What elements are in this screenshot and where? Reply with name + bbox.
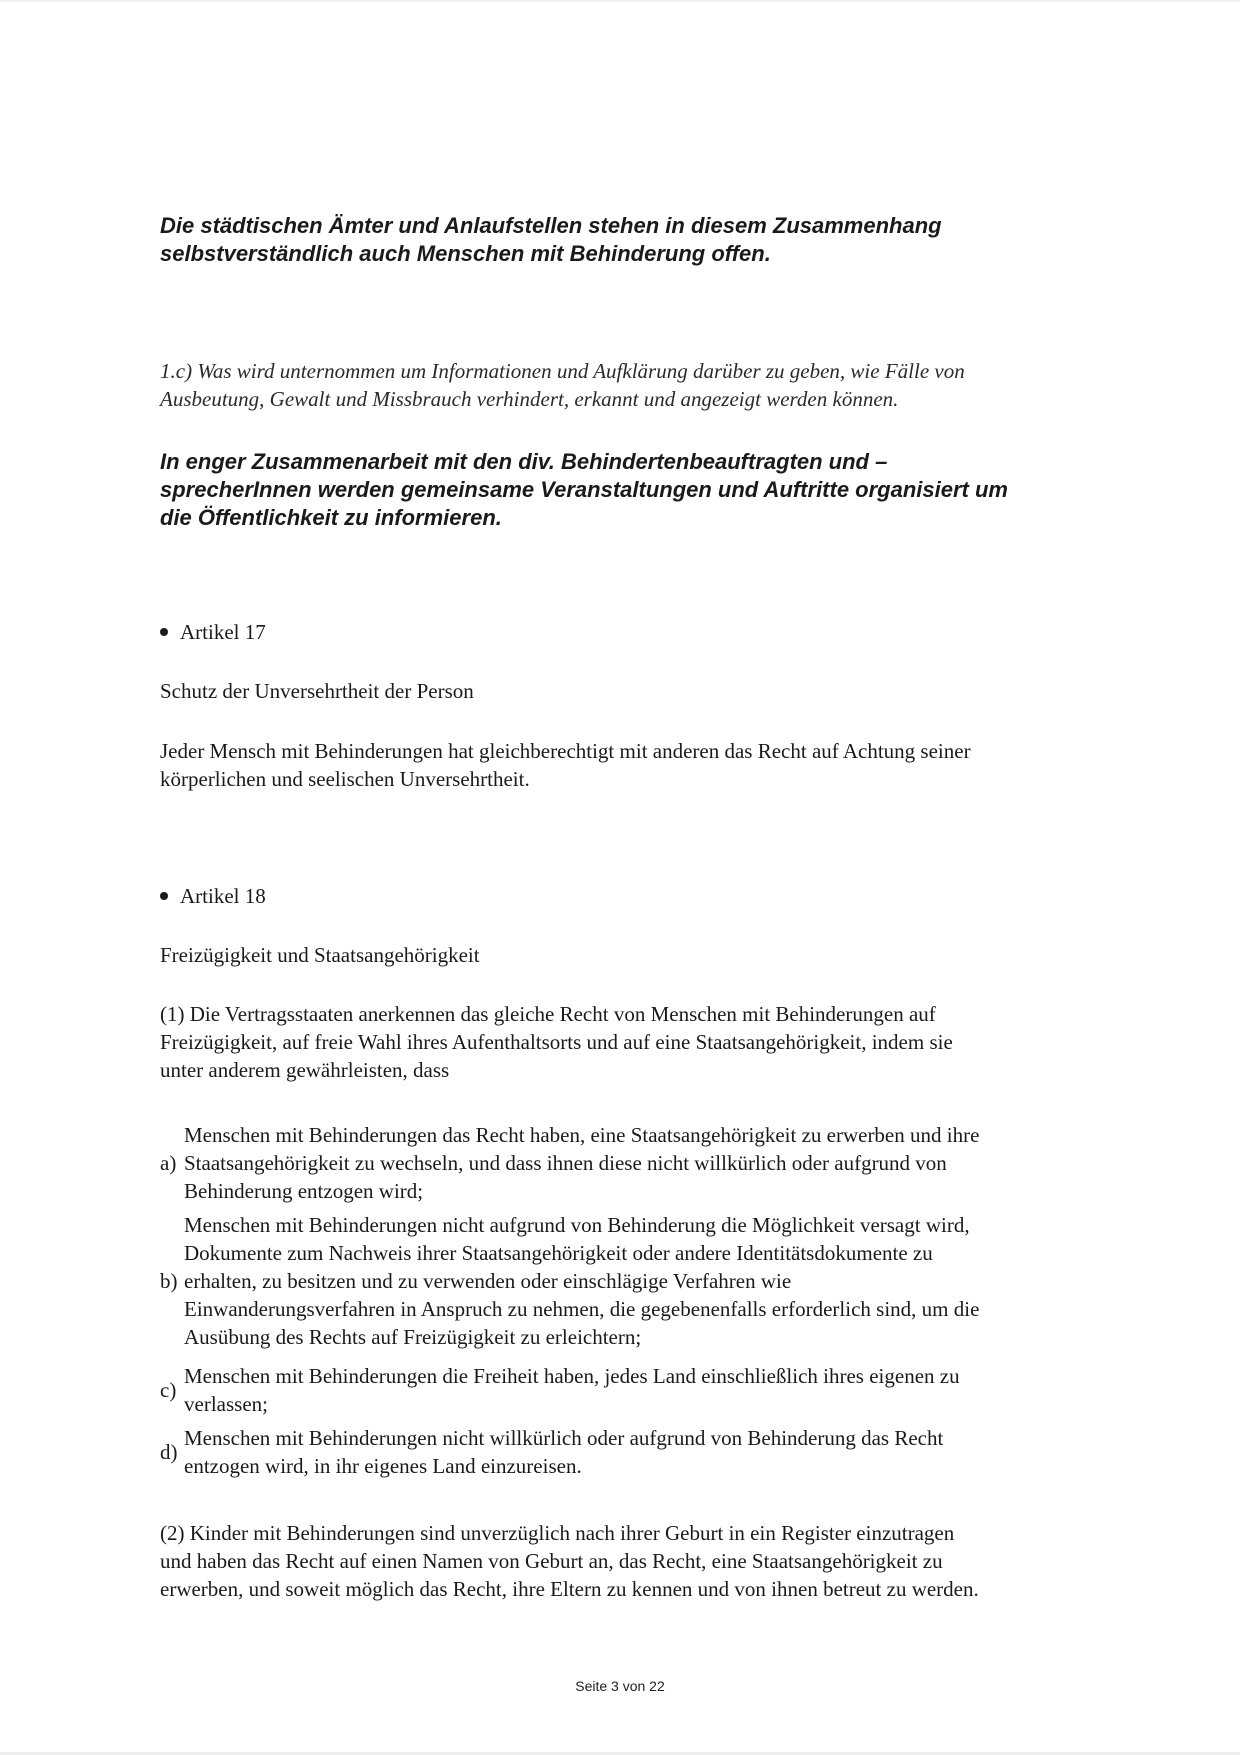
list-line: Behinderung entzogen wird; bbox=[184, 1179, 424, 1203]
list-line: Menschen mit Behinderungen nicht aufgrund von Behinderung die Möglichkeit versagt wird, bbox=[184, 1213, 970, 1237]
list-marker: c) bbox=[160, 1378, 177, 1402]
list-item-c bbox=[160, 1362, 1150, 1418]
list-line: Ausübung des Rechts auf Freizügigkeit zu erleichtern; bbox=[184, 1325, 642, 1349]
question-line: Ausbeutung, Gewalt und Missbrauch verhindert, erkannt und angezeigt werden können. bbox=[160, 387, 899, 411]
list-line: Staatsangehörigkeit zu wechseln, und dass ihnen diese nicht willkürlich oder aufgrund von bbox=[184, 1151, 947, 1175]
list-item-text bbox=[184, 1362, 960, 1418]
para1-line: Freizügigkeit, auf freie Wahl ihres Aufenthaltsorts und auf eine Staatsangehörigkeit, indem sie bbox=[160, 1030, 953, 1054]
list-line: erhalten, zu besitzen und zu verwenden oder einschlägige Verfahren wie bbox=[184, 1269, 792, 1293]
article-17-body bbox=[160, 737, 1150, 793]
bullet-icon bbox=[160, 628, 168, 636]
list-line: Menschen mit Behinderungen die Freiheit haben, jedes Land einschließlich ihres eigenen zu bbox=[184, 1364, 960, 1388]
question-1c bbox=[160, 357, 1150, 413]
answer-1c bbox=[160, 448, 1150, 532]
list-line: Dokumente zum Nachweis ihrer Staatsangehörigkeit oder andere Identitätsdokumente zu bbox=[184, 1241, 933, 1265]
list-item-a bbox=[160, 1121, 1150, 1205]
page-number: Seite 3 von 22 bbox=[575, 1678, 665, 1694]
para2-line: erwerben, und soweit möglich das Recht, ihre Eltern zu kennen und von ihnen betreut zu werden. bbox=[160, 1577, 979, 1601]
bullet-icon bbox=[160, 892, 168, 900]
article-17-body-line: Jeder Mensch mit Behinderungen hat gleichberechtigt mit anderen das Recht auf Achtung seiner bbox=[160, 739, 971, 763]
question-line: 1.c) Was wird unternommen um Informationen und Aufklärung darüber zu geben, wie Fälle von bbox=[160, 359, 965, 383]
para2-line: und haben das Recht auf einen Namen von Geburt an, das Recht, eine Staatsangehörigkeit zu bbox=[160, 1549, 943, 1573]
list-marker: a) bbox=[160, 1151, 177, 1175]
article-18-heading bbox=[160, 882, 266, 910]
article-18-label: Artikel 18 bbox=[180, 884, 266, 908]
article-18-title bbox=[160, 941, 1150, 969]
list-line: Einwanderungsverfahren in Anspruch zu nehmen, die gegebenenfalls erforderlich sind, um die bbox=[184, 1297, 980, 1321]
list-marker: d) bbox=[160, 1440, 178, 1464]
answer-line: die Öffentlichkeit zu informieren. bbox=[160, 505, 502, 530]
statement-city-offices bbox=[160, 212, 1150, 268]
statement-line: Die städtischen Ämter und Anlaufstellen stehen in diesem Zusammenhang bbox=[160, 213, 942, 238]
statement-line: selbstverständlich auch Menschen mit Behinderung offen. bbox=[160, 241, 771, 266]
article-17-title bbox=[160, 677, 1150, 705]
list-line: entzogen wird, in ihr eigenes Land einzureisen. bbox=[184, 1454, 582, 1478]
list-marker: b) bbox=[160, 1269, 178, 1293]
answer-line: In enger Zusammenarbeit mit den div. Behindertenbeauftragten und – bbox=[160, 449, 888, 474]
article-17-heading bbox=[160, 618, 266, 646]
para2-line: (2) Kinder mit Behinderungen sind unverzüglich nach ihrer Geburt in ein Register einzutragen bbox=[160, 1521, 955, 1545]
list-item-text bbox=[184, 1211, 979, 1351]
article-17-label: Artikel 17 bbox=[180, 620, 266, 644]
para1-line: unter anderem gewährleisten, dass bbox=[160, 1058, 450, 1082]
article-17-title-text: Schutz der Unversehrtheit der Person bbox=[160, 679, 474, 703]
article-18-title-text: Freizügigkeit und Staatsangehörigkeit bbox=[160, 943, 480, 967]
top-edge bbox=[0, 0, 1240, 2]
article-17-body-line: körperlichen und seelischen Unversehrtheit. bbox=[160, 767, 530, 791]
list-item-b bbox=[160, 1211, 1150, 1351]
article-18-para1 bbox=[160, 1000, 1150, 1084]
answer-line: sprecherInnen werden gemeinsame Veranstaltungen und Auftritte organisiert um bbox=[160, 477, 1008, 502]
list-item-text bbox=[184, 1424, 943, 1480]
list-line: Menschen mit Behinderungen nicht willkürlich oder aufgrund von Behinderung das Recht bbox=[184, 1426, 944, 1450]
article-18-para2 bbox=[160, 1519, 1150, 1603]
list-line: Menschen mit Behinderungen das Recht haben, eine Staatsangehörigkeit zu erwerben und ihre bbox=[184, 1123, 980, 1147]
para1-line: (1) Die Vertragsstaaten anerkennen das gleiche Recht von Menschen mit Behinderungen auf bbox=[160, 1002, 936, 1026]
list-item-d bbox=[160, 1424, 1150, 1480]
list-line: verlassen; bbox=[184, 1392, 268, 1416]
list-item-text bbox=[184, 1121, 979, 1205]
